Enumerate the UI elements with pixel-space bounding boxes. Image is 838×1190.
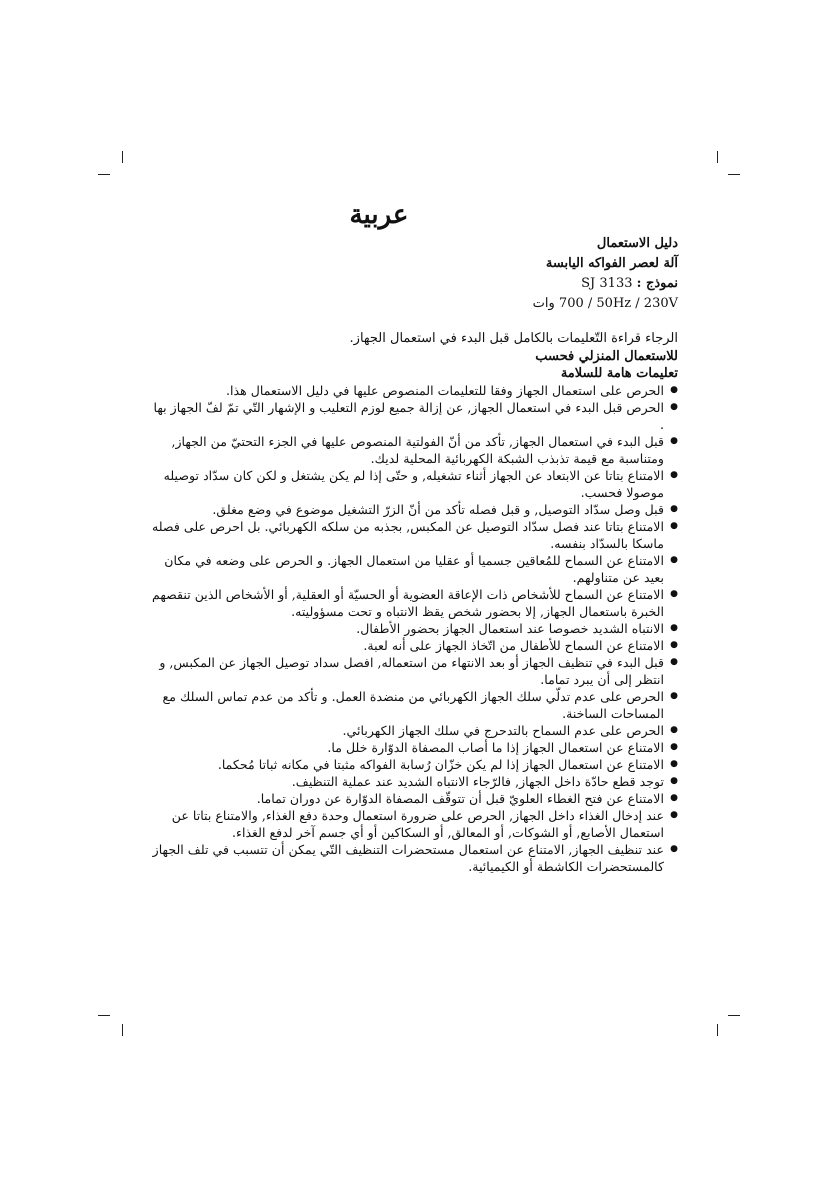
safety-item: ● الامتناع عن استعمال الجهاز إذا ما أصاب المصفاة الدوّارة خلل ما. xyxy=(150,739,678,756)
safety-item: ● الامتناع عن فتح الغطاء العلويّ قبل أن تتوقّف المصفاة الدوّارة عن دوران تماما. xyxy=(150,790,678,807)
crop-mark-top-right-v xyxy=(717,151,718,163)
safety-item: ● الامتناع بتاتا عن الابتعاد عن الجهاز أثناء تشغيله, و حتّى إذا لم يكن يشتغل و لكن كان سدّاد توصيله موصولا فحسب. xyxy=(150,467,678,501)
power-watts: 700 وات xyxy=(532,296,584,311)
manual-page xyxy=(150,200,678,875)
safety-item: ● قبل البدء في استعمال الجهاز, تأكد من أنّ الفولتية المنصوص عليها في الجزء التحتيّ من الجهاز, ومتناسبة مع قيمة تذبذب الشبكة الكهربائية المحلية لديك. xyxy=(150,433,678,467)
model-label: نموذج : xyxy=(636,276,678,291)
safety-item: ● قبل البدء في تنظيف الجهاز أو بعد الانتهاء من استعماله, افصل سداد توصيل الجهاز عن المكبس, و انتظر إلى أن يبرد تماما. xyxy=(150,654,678,688)
separator-2: / xyxy=(583,296,593,311)
manual-label: دليل الاستعمال xyxy=(596,236,678,251)
safety-item: ● الحرص قبل البدء في استعمال الجهاز, عن إزالة جميع لوزم التعليب و الإشهار التّي تمّ لفّ الجهاز بها . xyxy=(150,399,678,433)
safety-item: ● الانتباه الشديد خصوصا عند استعمال الجهاز بحضور الأطفال. xyxy=(150,620,678,637)
page-title: عربية xyxy=(349,200,409,230)
household-only: للاستعمال المنزلي فحسب xyxy=(535,349,678,364)
voltage: 230V xyxy=(643,296,678,311)
safety-item: ● الحرص على عدم السماح بالتدحرج في سلك الجهاز الكهربائي. xyxy=(150,722,678,739)
safety-item: ● الامتناع عن السماح للمُعاقين جسميا أو عقليا من استعمال الجهاز. و الحرص على وضعه في مكان بعيد عن متناولهم. xyxy=(150,552,678,586)
safety-list xyxy=(150,382,678,875)
crop-mark-bottom-left-h xyxy=(98,1015,110,1016)
safety-item: ● الامتناع بتاتا عند فصل سدّاد التوصيل عن المكبس, بجذبه من سلكه الكهربائي. بل احرص على فصله ماسكا بالسدّاد بنفسه. xyxy=(150,518,678,552)
safety-item: ● عند إدخال الغذاء داخل الجهاز, الحرص على ضرورة استعمال وحدة دفع الغذاء, والامتناع بتاتا عن استعمال الأصابع, أو الشوكات, أو المعالق, أو السكاكين أو أي جسم آخر لدفع الغذاء. xyxy=(150,807,678,841)
power-line xyxy=(150,294,678,314)
crop-mark-bottom-left-v xyxy=(122,1024,123,1036)
product-name: آلة لعصر الفواكه اليابسة xyxy=(545,256,678,271)
safety-item: ● توجد قطع حادّة داخل الجهاز, فالرّجاء الانتباه الشديد عند عملية التنظيف. xyxy=(150,773,678,790)
safety-heading: تعليمات هامة للسلامة xyxy=(560,366,678,381)
model-value: SJ 3133 xyxy=(581,276,633,291)
separator-1: / xyxy=(631,296,640,311)
crop-mark-bottom-right-h xyxy=(728,1015,740,1016)
safety-item: ● الحرص على عدم تدلّي سلك الجهاز الكهربائي من منضدة العمل. و تأكد من عدم تماس السلك مع المساحات الساخنة. xyxy=(150,688,678,722)
safety-item: ● الحرص على استعمال الجهاز وفقا للتعليمات المنصوص عليها في دليل الاستعمال هذا. xyxy=(150,382,678,399)
crop-mark-top-right-h xyxy=(728,174,740,175)
safety-item: ● الامتناع عن استعمال الجهاز إذا لم يكن خزّان رُسابة الفواكه مثبتا في مكانه ثباتا مُحكما. xyxy=(150,756,678,773)
safety-item: ● قبل وصل سدّاد التوصيل, و قبل فصله تأكد من أنّ الزرّ التشغيل موضوع في وضع مغلق. xyxy=(150,501,678,518)
safety-item: ● الامتناع عن السماح للأطفال من اتّخاذ الجهاز على أنه لعبة. xyxy=(150,637,678,654)
crop-mark-bottom-right-v xyxy=(717,1024,718,1036)
frequency: 50Hz xyxy=(596,296,632,311)
safety-item: ● الامتناع عن السماح للأشخاص ذات الإعاقة العضوية أو الحسيّة أو العقلية, أو الأشخاص الذين تنقصهم الخبرة باستعمال الجهاز, إلا بحضور شخص يقظ الانتباه و تحت مسؤوليته. xyxy=(150,586,678,620)
crop-mark-top-left-v xyxy=(122,151,123,163)
model-line xyxy=(150,274,678,294)
crop-mark-top-left-h xyxy=(98,174,110,175)
safety-item: ● عند تنظيف الجهاز, الامتناع عن استعمال مستحضرات التنظيف التّي يمكن أن تتسبب في تلف الجهاز كالمستحضرات الكاشطة أو الكيميائية. xyxy=(150,841,678,875)
read-notice: الرجاء قراءة التّعليمات بالكامل قبل البدء في استعمال الجهاز. xyxy=(349,331,678,346)
